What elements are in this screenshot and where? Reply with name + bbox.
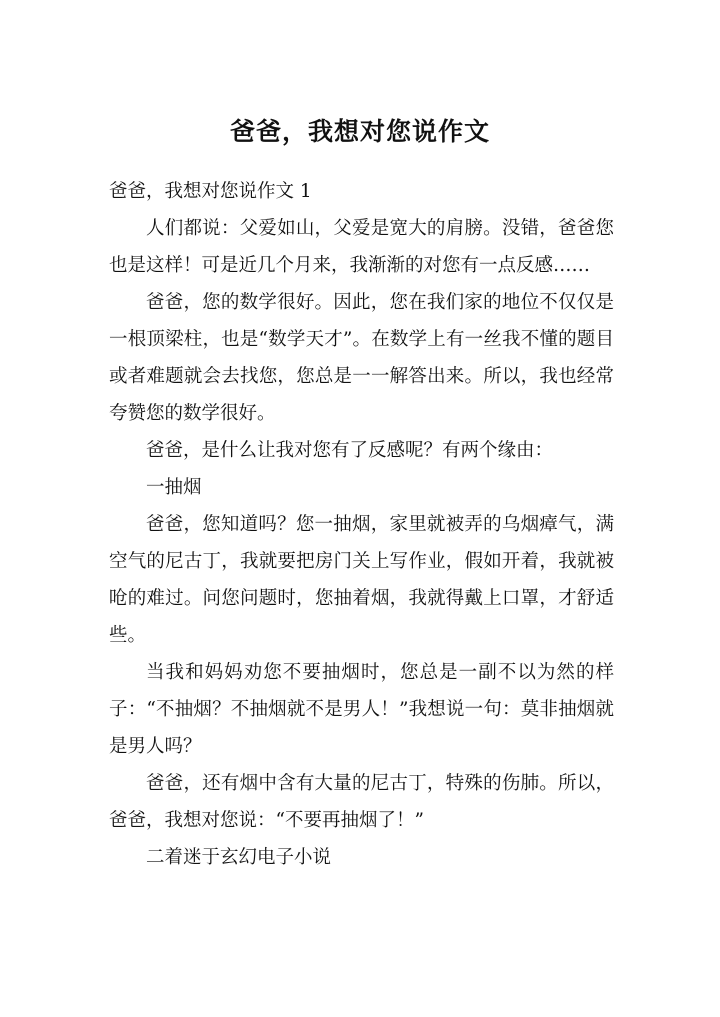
paragraph: 人们都说：父爱如山，父爱是宽大的肩膀。没错，爸爸您也是这样！可是近几个月来，我渐渐的对您有一点反感…… (109, 218, 614, 276)
subheading: 二着迷于玄幻电子小说 (146, 847, 332, 868)
paragraph: 当我和妈妈劝您不要抽烟时，您总是一副不以为然的样子：“不抽烟？不抽烟就不是男人！”我想说一句：莫非抽烟就是男人吗？ (109, 662, 614, 757)
document-body (109, 173, 614, 876)
document-title: 爸爸，我想对您说作文 (229, 117, 490, 146)
paragraph: 爸爸，您知道吗？您一抽烟，家里就被弄的乌烟瘴气，满空气的尼古丁，我就要把房门关上写作业，假如开着，我就被呛的难过。问您问题时，您抽着烟，我就得戴上口罩，才舒适些。 (109, 514, 614, 646)
section-heading: 爸爸，我想对您说作文 1 (109, 181, 312, 202)
subheading: 一抽烟 (146, 477, 202, 498)
paragraph: 爸爸，您的数学很好。因此，您在我们家的地位不仅仅是一根顶梁柱，也是“数学天才”。在数学上有一丝我不懂的题目或者难题就会去找您，您总是一一解答出来。所以，我也经常夸赞您的数学很好。 (109, 292, 614, 424)
paragraph: 爸爸，是什么让我对您有了反感呢？有两个缘由： (146, 440, 554, 461)
paragraph: 爸爸，还有烟中含有大量的尼古丁，特殊的伤肺。所以，爸爸，我想对您说：“不要再抽烟了！” (109, 773, 614, 831)
